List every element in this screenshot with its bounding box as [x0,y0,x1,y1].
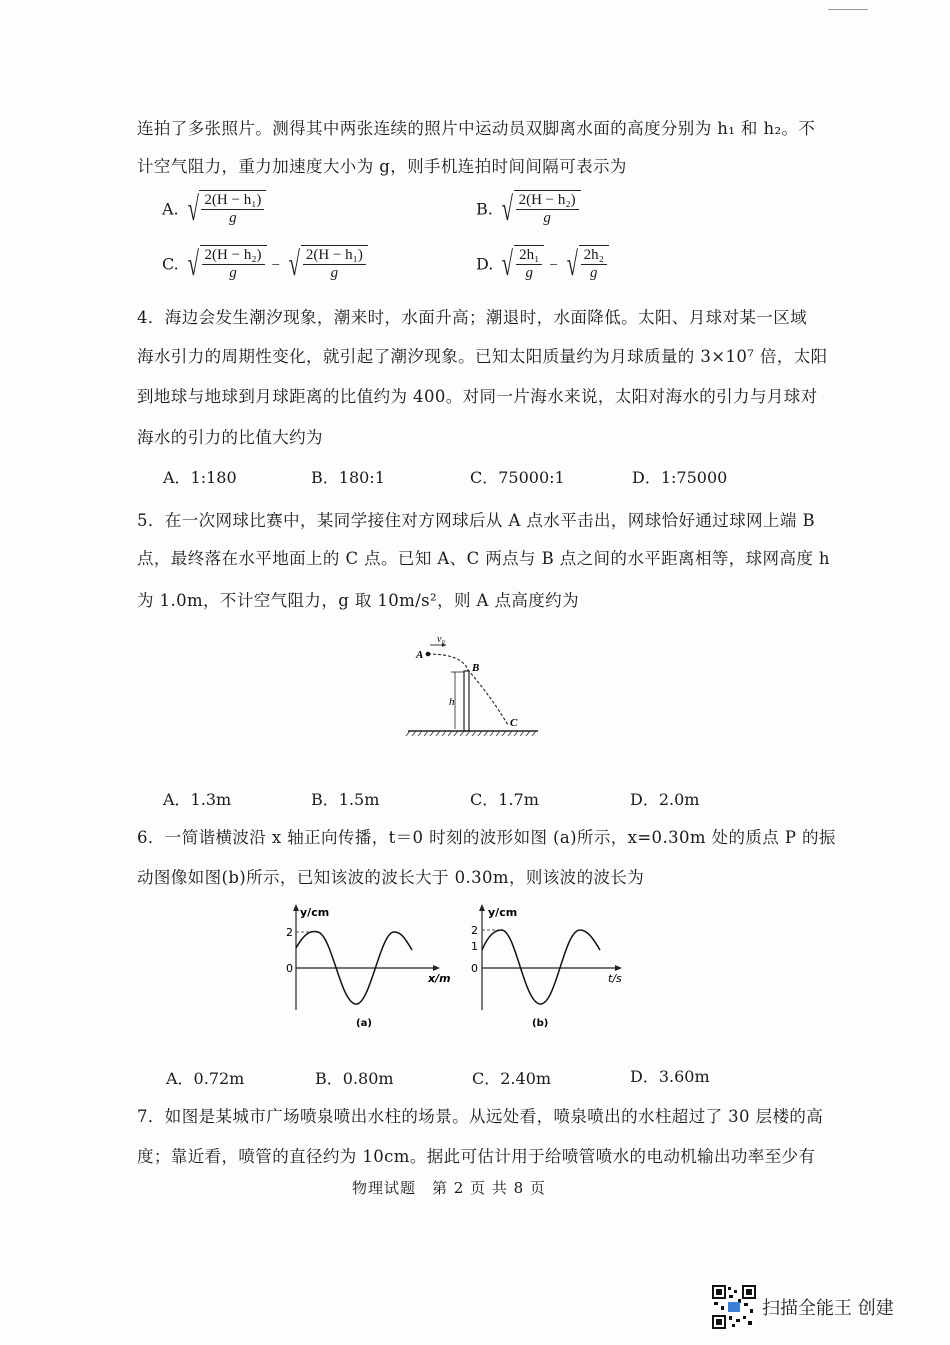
q6-option-a[interactable]: A．0.72m [166,1069,245,1088]
q4-option-a[interactable]: A．1:180 [163,468,237,487]
q5-option-b[interactable]: B．1.5m [311,790,380,809]
denominator: g [543,210,551,226]
q3-option-d[interactable] [476,245,609,285]
q3-option-b[interactable] [476,190,581,230]
q4-option-c[interactable]: C．75000:1 [470,468,565,487]
option-label: B. [476,199,493,219]
numerator: 2h₁ [516,247,542,265]
sqrt-expression: √ $\frac{\text{2(H − h₂)}}{g}$ [498,190,581,230]
wave-figure-a [278,900,458,1035]
numerator: 2(H − h₁) [303,247,366,265]
denominator: g [525,265,533,281]
q6-line-1: 6．一简谐横波沿 x 轴正向传播，t＝0 时刻的波形如图 (a)所示，x=0.30m 处的质点 P 的振 [137,828,836,847]
wave-figure-b [462,900,642,1035]
arrow-icon [433,965,440,971]
label-a: A [416,649,424,661]
sqrt-expression: √ $\frac{\text{2(H − h₁)}}{g}$ [285,245,368,285]
label-v0: v₀ [437,634,445,645]
q5-option-c[interactable]: C．1.7m [470,790,539,809]
arrow-icon [479,904,485,911]
denominator: g [229,210,237,226]
option-label: D. [476,254,494,274]
numerator: 2(H − h₁) [201,192,264,210]
denominator: g [229,265,237,281]
arrow-icon [615,965,622,971]
q5-option-a[interactable]: A．1.3m [163,790,232,809]
q7-line-1: 7．如图是某城市广场喷泉喷出水柱的场景。从远处看，喷泉喷出的水柱超过了 30 层楼的高 [137,1107,824,1126]
sqrt-expression: √ $\frac{\text{2(H − h₁)}}{g}$ [184,190,267,230]
arrow-icon [293,904,299,911]
net-post [464,671,469,731]
numerator: 2h₂ [581,247,607,265]
sqrt-expression: √ $\frac{\text{2(H − h₂)}}{g}$ [184,245,267,285]
q5-option-d[interactable]: D．2.0m [630,790,700,809]
q6-line-2: 动图像如图(b)所示，已知该波的波长大于 0.30m，则该波的波长为 [137,868,645,887]
q4-line-3: 到地球与地球到月球距离的比值约为 400。对同一片海水来说，太阳对海水的引力与月球对 [137,387,818,406]
sqrt-expression: √ $\frac{\text{2h₂}}{g}$ [563,245,609,285]
q6-option-c[interactable]: C．2.40m [472,1069,552,1088]
option-label: C. [162,254,179,274]
numerator: 2(H − h₂) [516,192,579,210]
label-c: C [510,717,518,729]
scanner-watermark [712,1285,894,1329]
q3-line-1: 连拍了多张照片。测得其中两张连续的照片中运动员双脚离水面的高度分别为 h₁ 和 h₂。不 [137,119,816,138]
x-axis-label: x/m [428,972,451,985]
tick-label-2: 2 [471,924,478,937]
tennis-figure [400,625,550,743]
figure-caption: (a) [356,1018,372,1029]
q7-line-2: 度；靠近看，喷管的直径约为 10cm。据此可估计用于给喷管喷水的电动机输出功率至少有 [137,1147,816,1166]
figure-caption: (b) [532,1018,549,1029]
page-footer: 物理试题 第 2 页 共 8 页 [352,1179,546,1197]
minus-sign: − [549,257,558,274]
tick-label-2: 2 [286,926,293,939]
option-label: A. [162,199,179,219]
q5-line-3: 为 1.0m，不计空气阻力，g 取 10m/s²，则 A 点高度约为 [137,591,579,610]
q5-line-2: 点，最终落在水平地面上的 C 点。已知 A、C 两点与 B 点之间的水平距离相等，球网高度 h [137,549,830,568]
denominator: g [330,265,339,281]
watermark-text: 扫描全能王 创建 [762,1298,894,1319]
q4-line-2: 海水引力的周期性变化，就引起了潮汐现象。已知太阳质量约为月球质量的 3×10⁷ 倍，太阳 [137,347,828,366]
label-h: h [449,696,455,708]
y-axis-label: y/cm [300,906,330,919]
origin-label: 0 [471,962,478,975]
q4-line-4: 海水的引力的比值大约为 [137,428,323,447]
sqrt-expression: √ $\frac{\text{2h₁}}{g}$ [498,245,544,285]
q6-option-b[interactable]: B．0.80m [315,1069,394,1088]
q3-option-a[interactable] [162,190,266,230]
q3-line-2: 计空气阻力，重力加速度大小为 g，则手机连拍时间间隔可表示为 [137,157,627,176]
q4-option-d[interactable]: D．1:75000 [632,468,728,487]
denominator: g [590,265,598,281]
wave-curve [482,930,600,1004]
trajectory [428,654,508,725]
x-axis-label: t/s [608,972,622,985]
q5-line-1: 5．在一次网球比赛中，某同学接住对方网球后从 A 点水平击出，网球恰好通过球网上端 B [137,511,815,530]
label-b: B [472,662,480,674]
top-rule [828,9,868,10]
q6-option-d[interactable]: D．3.60m [630,1067,710,1086]
q4-option-b[interactable]: B．180:1 [311,468,385,487]
q4-line-1: 4．海边会发生潮汐现象，潮来时，水面升高；潮退时，水面降低。太阳、月球对某一区域 [137,308,807,327]
qr-code-icon [712,1285,756,1329]
tick-label-1: 1 [471,940,478,953]
numerator: 2(H − h₂) [202,247,265,265]
minus-sign: − [271,257,281,274]
q3-option-c[interactable] [162,245,368,285]
ball-point [426,652,431,657]
y-axis-label: y/cm [488,906,518,919]
origin-label: 0 [286,962,293,975]
